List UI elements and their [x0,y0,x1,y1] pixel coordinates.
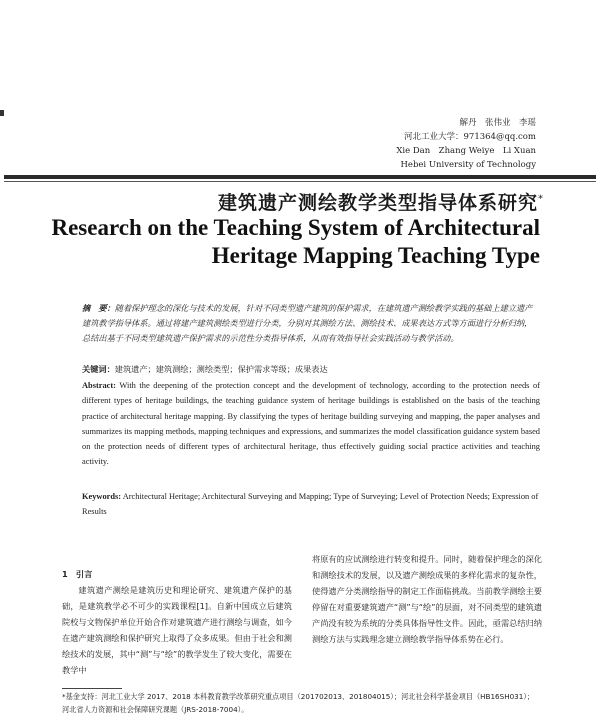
author-affiliation-cn: 河北工业大学：971364@qq.com [404,132,536,142]
body-column-left [62,551,292,678]
abstract-en [82,378,540,470]
paper-title-cn [218,188,544,215]
body-paragraph-right: 将原有的应试测绘进行转变和提升。同时，随着保护理念的深化和测绘技术的发展，以及遗产测绘成果的多样化需求的复杂性，使得遗产分类测绘指导的制定工作面临挑战。当前教学测绘主要停留在对重要建筑遗产“测”与“绘”的层面，对不同类型的建筑遗产尚没有较为系统的分类具体指导性文件。因此，亟需总结归纳测绘方法与实践理念建立测绘教学指导体系势在必行。 [312,554,542,644]
paper-title-footnote-mark: * [538,193,544,205]
header-divider-thick [4,175,596,179]
abstract-cn-text: 随着保护理念的深化与技术的发展，针对不同类型遗产建筑的保护需求，在建筑遗产测绘教学实践的基础上建立遗产建筑教学指导体系。通过将建产建筑测绘类型进行分类，分别对其测绘方法、测绘技术、成果表达方式等方面进行分析归纳，总结出基于不同类型建筑遗产保护需求的示范性分类指导体系，从而有效指导社会实践活动与教学活动。 [82,303,533,343]
keywords-en [82,489,540,520]
keywords-en-text: Architectural Heritage; Architectural Surveying and Mapping; Type of Surveying; Level of Protection Needs; Expression of Results [82,492,539,517]
keywords-cn-text: 建筑遗产；建筑测绘；测绘类型；保护需求等级；成果表达 [114,364,328,374]
keywords-cn [82,362,540,377]
section-1-heading: 1 引言 [62,569,93,579]
abstract-en-label: Abstract: [82,381,116,390]
paper-title-en: Research on the Teaching System of Architectural Heritage Mapping Teaching Type [51,215,540,268]
author-names-en: Xie Dan Zhang Weiye Li Xuan [396,146,536,156]
body-column-right [312,551,542,647]
abstract-cn [82,301,540,346]
keywords-en-label: Keywords: [82,492,122,501]
author-names-cn: 解丹 张伟业 李瑶 [459,118,536,128]
page-edge-mark [0,110,4,116]
header-divider-thin [4,181,596,182]
footnote-divider [62,688,122,689]
author-block [396,116,536,172]
abstract-cn-label: 摘 要： [82,303,115,313]
keywords-cn-label: 关键词： [82,364,115,374]
author-affiliation-en: Hebei University of Technology [400,160,536,170]
abstract-en-text: With the deepening of the protection concept and the development of technology, according to the protection needs of different types of heritage buildings, the teaching guidance system of heritage buildings is established on the basis of the teaching practice of architectural heritage mapping. By classifying the types of heritage building surveying and mapping, the paper analyses and summarizes its mapping methods, mapping techniques and expressions, and summarizes the model classification guidance system based on the protection needs of different types of architectural heritage, thus effectively guiding social practice activities and teaching activity. [82,381,540,467]
paper-title-cn-text: 建筑遗产测绘教学类型指导体系研究 [217,192,538,214]
body-paragraph-left: 建筑遗产测绘是建筑历史和理论研究、建筑遗产保护的基础，是建筑教学必不可少的实践课程[1]。自新中国成立后建筑院校与文物保护单位开始合作对建筑遗产进行测绘与调查，如今在遗产建筑测绘和保护研究上取得了众多成果。但由于社会和测绘技术的发展，其中“测”与“绘”的教学发生了较大变化，需要在教学中 [62,585,292,675]
footnote: *基金支持：河北工业大学 2017、2018 本科教育教学改革研究重点项目（201702013、201804015）；河北社会科学基金项目（HB16SH031）；河北省人力资源和社会保障研究课题（JRS-2018-7004）。 [62,692,535,714]
